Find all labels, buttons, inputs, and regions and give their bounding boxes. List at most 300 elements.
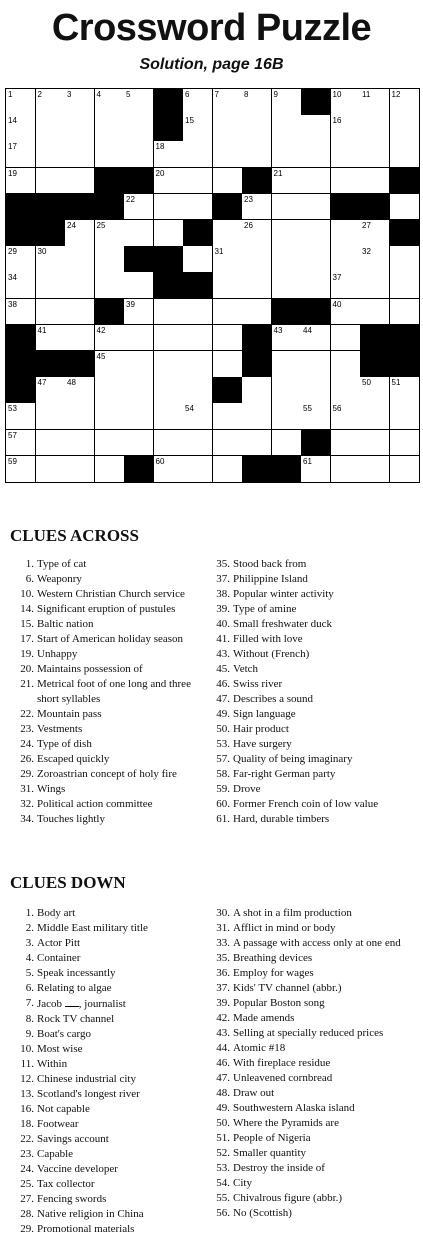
grid-cell[interactable] bbox=[390, 299, 420, 326]
cell-number: 8 bbox=[244, 90, 249, 99]
clue-text: Wings bbox=[37, 783, 66, 795]
grid-cell[interactable] bbox=[65, 403, 95, 430]
grid-cell[interactable] bbox=[360, 89, 390, 116]
grid-cell[interactable] bbox=[331, 246, 361, 273]
grid-cell[interactable] bbox=[213, 141, 243, 168]
grid-block bbox=[242, 351, 272, 378]
grid-cell[interactable] bbox=[183, 430, 213, 457]
clue-text-start: Jacob bbox=[37, 998, 65, 1010]
clue-item bbox=[10, 921, 148, 936]
grid-cell[interactable] bbox=[301, 220, 331, 247]
grid-cell[interactable] bbox=[331, 220, 361, 247]
grid-cell[interactable] bbox=[390, 115, 420, 142]
clue-item bbox=[10, 1132, 148, 1147]
clue-item bbox=[206, 1041, 401, 1056]
grid-cell[interactable] bbox=[331, 299, 361, 326]
grid-cell[interactable] bbox=[390, 272, 420, 299]
grid-cell[interactable] bbox=[390, 456, 420, 482]
grid-cell[interactable] bbox=[65, 299, 95, 326]
grid-cell[interactable] bbox=[390, 403, 420, 430]
grid-cell[interactable] bbox=[183, 325, 213, 352]
grid-block bbox=[272, 299, 302, 326]
grid-cell[interactable] bbox=[95, 403, 125, 430]
grid-cell[interactable] bbox=[65, 325, 95, 352]
clue-item bbox=[206, 1086, 401, 1101]
clue-item bbox=[206, 662, 378, 677]
clue-number: 24. bbox=[20, 1163, 34, 1175]
cell-number: 57 bbox=[8, 430, 17, 440]
grid-cell[interactable] bbox=[301, 456, 331, 482]
grid-cell[interactable] bbox=[36, 272, 66, 299]
grid-cell[interactable] bbox=[6, 403, 36, 430]
grid-cell[interactable] bbox=[213, 351, 243, 378]
grid-block bbox=[36, 220, 66, 247]
grid-cell[interactable] bbox=[6, 115, 36, 142]
grid-cell[interactable] bbox=[213, 430, 243, 457]
grid-cell[interactable] bbox=[301, 141, 331, 168]
grid-cell[interactable] bbox=[124, 377, 154, 404]
clue-text: Within bbox=[37, 1058, 68, 1070]
grid-cell[interactable] bbox=[36, 325, 66, 352]
clue-item bbox=[206, 617, 378, 632]
grid-cell[interactable] bbox=[154, 351, 184, 378]
grid-cell[interactable] bbox=[183, 351, 213, 378]
clue-text: Promotional materials bbox=[37, 1223, 135, 1235]
clue-number: 30. bbox=[216, 907, 230, 919]
clue-text: Boat's cargo bbox=[37, 1028, 92, 1040]
grid-cell[interactable] bbox=[331, 351, 361, 378]
grid-cell[interactable] bbox=[6, 456, 36, 482]
grid-cell[interactable] bbox=[95, 89, 125, 116]
grid-cell[interactable] bbox=[65, 246, 95, 273]
grid-cell[interactable] bbox=[242, 377, 272, 404]
grid-cell[interactable] bbox=[183, 194, 213, 221]
clue-number: 1. bbox=[25, 558, 34, 570]
grid-cell[interactable] bbox=[124, 89, 154, 116]
clue-number: 43. bbox=[216, 648, 230, 660]
grid-cell[interactable] bbox=[65, 430, 95, 457]
grid-cell[interactable] bbox=[65, 220, 95, 247]
grid-cell[interactable] bbox=[390, 194, 420, 221]
grid-cell[interactable] bbox=[183, 456, 213, 482]
grid-cell[interactable] bbox=[242, 246, 272, 273]
clue-text: Chivalrous figure (abbr.) bbox=[233, 1192, 343, 1204]
clue-number: 10. bbox=[20, 588, 34, 600]
clue-number: 19. bbox=[20, 648, 34, 660]
clue-number: 61. bbox=[216, 813, 230, 825]
clue-number: 57. bbox=[216, 753, 230, 765]
grid-block bbox=[95, 299, 125, 326]
grid-cell[interactable] bbox=[213, 246, 243, 273]
clue-text: Baltic nation bbox=[37, 618, 94, 630]
clue-number: 16. bbox=[20, 1103, 34, 1115]
clue-text: A shot in a film production bbox=[233, 907, 352, 919]
clue-text: Destroy the inside of bbox=[233, 1162, 325, 1174]
clue-number: 53. bbox=[216, 738, 230, 750]
grid-cell[interactable] bbox=[124, 194, 154, 221]
clue-text: Chinese industrial city bbox=[37, 1073, 136, 1085]
grid-cell[interactable] bbox=[272, 141, 302, 168]
grid-cell[interactable] bbox=[124, 220, 154, 247]
clue-text: No (Scottish) bbox=[233, 1207, 292, 1219]
grid-cell[interactable] bbox=[301, 115, 331, 142]
grid-cell[interactable] bbox=[154, 325, 184, 352]
grid-cell[interactable] bbox=[183, 89, 213, 116]
grid-cell[interactable] bbox=[36, 456, 66, 482]
grid-cell[interactable] bbox=[242, 141, 272, 168]
grid-cell[interactable] bbox=[331, 115, 361, 142]
grid-block bbox=[6, 220, 36, 247]
grid-cell[interactable] bbox=[6, 141, 36, 168]
grid-cell[interactable] bbox=[6, 430, 36, 457]
clue-text: City bbox=[233, 1177, 252, 1189]
cell-number: 19 bbox=[8, 168, 17, 178]
grid-cell[interactable] bbox=[124, 141, 154, 168]
grid-cell[interactable] bbox=[36, 141, 66, 168]
clue-item bbox=[10, 737, 207, 752]
grid-cell[interactable] bbox=[272, 351, 302, 378]
down-clues-right bbox=[206, 906, 401, 1221]
grid-cell[interactable] bbox=[360, 299, 390, 326]
clue-item bbox=[10, 572, 207, 587]
clue-item bbox=[10, 1057, 148, 1072]
grid-cell[interactable] bbox=[154, 456, 184, 482]
clue-item bbox=[206, 602, 378, 617]
cell-number: 60 bbox=[155, 456, 165, 466]
grid-cell[interactable] bbox=[360, 115, 390, 142]
grid-cell[interactable] bbox=[213, 456, 243, 482]
grid-cell[interactable] bbox=[272, 194, 302, 221]
grid-cell[interactable] bbox=[360, 456, 390, 482]
cell-number: 39 bbox=[126, 299, 135, 309]
grid-cell[interactable] bbox=[183, 299, 213, 326]
grid-cell[interactable] bbox=[6, 246, 36, 273]
grid-cell[interactable] bbox=[360, 220, 390, 247]
cell-number: 53 bbox=[8, 404, 17, 414]
grid-cell[interactable] bbox=[360, 141, 390, 168]
grid-cell[interactable] bbox=[36, 430, 66, 457]
grid-cell[interactable] bbox=[95, 456, 125, 482]
clue-number: 25. bbox=[20, 1178, 34, 1190]
page-subtitle: Solution, page 16B bbox=[139, 56, 284, 73]
grid-cell[interactable] bbox=[331, 430, 361, 457]
grid-cell[interactable] bbox=[124, 351, 154, 378]
grid-cell[interactable] bbox=[331, 272, 361, 299]
clue-text: Savings account bbox=[37, 1133, 109, 1145]
clue-item bbox=[206, 1026, 401, 1041]
clue-item bbox=[10, 1177, 148, 1192]
grid-cell[interactable] bbox=[242, 194, 272, 221]
grid-cell[interactable] bbox=[95, 115, 125, 142]
clue-item bbox=[206, 1146, 401, 1161]
grid-cell[interactable] bbox=[390, 430, 420, 457]
clue-text: Western Christian Church service bbox=[37, 588, 185, 600]
grid-cell[interactable] bbox=[95, 272, 125, 299]
grid-cell[interactable] bbox=[154, 377, 184, 404]
clue-item bbox=[10, 797, 207, 812]
clue-number: 21. bbox=[20, 678, 34, 690]
grid-block bbox=[65, 194, 95, 221]
grid-cell[interactable] bbox=[213, 220, 243, 247]
clue-item bbox=[10, 1012, 148, 1027]
grid-cell[interactable] bbox=[6, 89, 36, 116]
grid-cell[interactable] bbox=[390, 246, 420, 273]
grid-cell[interactable] bbox=[154, 194, 184, 221]
grid-cell[interactable] bbox=[331, 456, 361, 482]
grid-cell[interactable] bbox=[6, 272, 36, 299]
down-heading: CLUES DOWN bbox=[10, 873, 126, 892]
clue-number: 31. bbox=[216, 922, 230, 934]
grid-block bbox=[6, 351, 36, 378]
clue-item bbox=[206, 587, 378, 602]
grid-cell[interactable] bbox=[331, 89, 361, 116]
cell-number: 21 bbox=[273, 168, 283, 178]
grid-cell[interactable] bbox=[95, 220, 125, 247]
grid-cell[interactable] bbox=[65, 272, 95, 299]
cell-number: 32 bbox=[362, 247, 371, 257]
grid-block bbox=[36, 194, 66, 221]
grid-cell[interactable] bbox=[154, 430, 184, 457]
grid-cell[interactable] bbox=[331, 377, 361, 404]
clue-number: 39. bbox=[216, 603, 230, 615]
grid-cell[interactable] bbox=[272, 430, 302, 457]
cell-number: 45 bbox=[96, 352, 106, 361]
grid-cell[interactable] bbox=[331, 141, 361, 168]
clue-number: 56. bbox=[216, 1207, 230, 1219]
clue-number: 1. bbox=[25, 907, 34, 919]
clue-number: 38. bbox=[216, 588, 230, 600]
grid-cell[interactable] bbox=[213, 299, 243, 326]
grid-block bbox=[301, 430, 331, 457]
clue-number: 54. bbox=[216, 1177, 230, 1189]
grid-cell[interactable] bbox=[272, 220, 302, 247]
grid-cell[interactable] bbox=[213, 272, 243, 299]
clue-text: Start of American holiday season bbox=[37, 633, 184, 645]
grid-cell[interactable] bbox=[95, 141, 125, 168]
grid-cell[interactable] bbox=[95, 377, 125, 404]
grid-cell[interactable] bbox=[242, 220, 272, 247]
cell-number: 48 bbox=[67, 378, 76, 388]
grid-cell[interactable] bbox=[272, 89, 302, 116]
grid-cell[interactable] bbox=[360, 168, 390, 195]
clue-item bbox=[10, 617, 207, 632]
grid-cell[interactable] bbox=[36, 115, 66, 142]
clue-text: Tax collector bbox=[37, 1178, 95, 1190]
cell-number: 56 bbox=[332, 404, 342, 414]
grid-cell[interactable] bbox=[272, 272, 302, 299]
grid-block bbox=[213, 194, 243, 221]
clue-text: Kids' TV channel (abbr.) bbox=[233, 982, 342, 994]
grid-cell[interactable] bbox=[124, 299, 154, 326]
clue-text: Quality of being imaginary bbox=[233, 753, 353, 765]
clue-item bbox=[206, 1011, 401, 1026]
grid-cell[interactable] bbox=[36, 403, 66, 430]
grid-cell[interactable] bbox=[65, 141, 95, 168]
grid-cell[interactable] bbox=[65, 89, 95, 116]
grid-cell[interactable] bbox=[360, 403, 390, 430]
grid-cell[interactable] bbox=[65, 115, 95, 142]
grid-cell[interactable] bbox=[360, 272, 390, 299]
clue-item bbox=[10, 812, 207, 827]
grid-cell[interactable] bbox=[272, 168, 302, 195]
page-title: Crossword Puzzle bbox=[51, 7, 372, 49]
grid-cell[interactable] bbox=[213, 168, 243, 195]
clue-number: 45. bbox=[216, 663, 230, 675]
grid-cell[interactable] bbox=[154, 168, 184, 195]
clue-text: Draw out bbox=[233, 1087, 275, 1099]
grid-cell[interactable] bbox=[124, 272, 154, 299]
grid-block bbox=[390, 325, 420, 352]
grid-cell[interactable] bbox=[183, 115, 213, 142]
grid-cell[interactable] bbox=[301, 403, 331, 430]
grid-cell[interactable] bbox=[390, 141, 420, 168]
cell-number: 1 bbox=[8, 90, 13, 99]
clue-text: Southwestern Alaska island bbox=[233, 1102, 355, 1114]
grid-cell[interactable] bbox=[65, 168, 95, 195]
clue-number: 50. bbox=[216, 723, 230, 735]
grid-cell[interactable] bbox=[331, 403, 361, 430]
clue-text: Stood back from bbox=[233, 558, 307, 570]
clue-number: 48. bbox=[216, 1087, 230, 1099]
grid-cell[interactable] bbox=[242, 403, 272, 430]
clue-item bbox=[10, 752, 207, 767]
cell-number: 55 bbox=[303, 404, 312, 414]
grid-cell[interactable] bbox=[6, 168, 36, 195]
grid-cell[interactable] bbox=[331, 168, 361, 195]
grid-cell[interactable] bbox=[124, 403, 154, 430]
clue-item bbox=[206, 906, 401, 921]
grid-cell[interactable] bbox=[301, 246, 331, 273]
grid-cell[interactable] bbox=[390, 377, 420, 404]
clue-item bbox=[206, 1131, 401, 1146]
grid-cell[interactable] bbox=[272, 115, 302, 142]
grid-cell[interactable] bbox=[36, 168, 66, 195]
grid-cell[interactable] bbox=[390, 89, 420, 116]
cell-number: 25 bbox=[96, 221, 106, 230]
clue-item bbox=[206, 797, 378, 812]
cell-number: 16 bbox=[332, 116, 342, 126]
grid-cell[interactable] bbox=[154, 403, 184, 430]
grid-cell[interactable] bbox=[154, 141, 184, 168]
grid-cell[interactable] bbox=[213, 403, 243, 430]
cell-number: 10 bbox=[332, 90, 342, 99]
clue-text: Metrical foot of one long and three short syllables bbox=[37, 678, 191, 705]
grid-cell[interactable] bbox=[36, 246, 66, 273]
grid-cell[interactable] bbox=[272, 325, 302, 352]
clue-item bbox=[206, 996, 401, 1011]
grid-cell[interactable] bbox=[6, 299, 36, 326]
clue-item bbox=[206, 1206, 401, 1221]
grid-cell[interactable] bbox=[242, 272, 272, 299]
grid-cell[interactable] bbox=[183, 168, 213, 195]
grid-cell[interactable] bbox=[95, 430, 125, 457]
grid-cell[interactable] bbox=[36, 299, 66, 326]
clue-text: Drove bbox=[233, 783, 261, 795]
grid-cell[interactable] bbox=[331, 325, 361, 352]
grid-cell[interactable] bbox=[65, 456, 95, 482]
grid-cell[interactable] bbox=[301, 194, 331, 221]
grid-cell[interactable] bbox=[124, 430, 154, 457]
grid-cell[interactable] bbox=[301, 377, 331, 404]
grid-block bbox=[390, 168, 420, 195]
grid-cell[interactable] bbox=[124, 325, 154, 352]
grid-cell[interactable] bbox=[95, 325, 125, 352]
grid-cell[interactable] bbox=[154, 299, 184, 326]
grid-cell[interactable] bbox=[242, 430, 272, 457]
clue-text: Afflict in mind or body bbox=[233, 922, 336, 934]
grid-cell[interactable] bbox=[301, 272, 331, 299]
grid-cell[interactable] bbox=[242, 299, 272, 326]
grid-cell[interactable] bbox=[183, 246, 213, 273]
clue-text: Political action committee bbox=[37, 798, 153, 810]
grid-cell[interactable] bbox=[242, 89, 272, 116]
grid-cell[interactable] bbox=[242, 115, 272, 142]
clue-item bbox=[206, 812, 378, 827]
grid-block bbox=[301, 299, 331, 326]
grid-cell[interactable] bbox=[272, 246, 302, 273]
grid-cell[interactable] bbox=[95, 351, 125, 378]
clue-number: 59. bbox=[216, 783, 230, 795]
grid-cell[interactable] bbox=[124, 115, 154, 142]
grid-cell[interactable] bbox=[65, 377, 95, 404]
clue-text: With fireplace residue bbox=[233, 1057, 331, 1069]
grid-cell[interactable] bbox=[213, 115, 243, 142]
clue-text: Touches lightly bbox=[37, 813, 105, 825]
clue-text: Zoroastrian concept of holy fire bbox=[37, 768, 177, 780]
clue-text: Actor Pitt bbox=[37, 937, 81, 949]
grid-cell[interactable] bbox=[360, 377, 390, 404]
clue-text: Employ for wages bbox=[233, 967, 314, 979]
cell-number: 24 bbox=[67, 221, 76, 230]
clue-item bbox=[10, 1207, 148, 1222]
clue-item bbox=[10, 707, 207, 722]
clue-item bbox=[10, 767, 207, 782]
grid-cell[interactable] bbox=[301, 325, 331, 352]
grid-cell[interactable] bbox=[36, 377, 66, 404]
grid-block bbox=[95, 168, 125, 195]
grid-cell[interactable] bbox=[183, 377, 213, 404]
grid-cell[interactable] bbox=[301, 168, 331, 195]
grid-cell[interactable] bbox=[301, 351, 331, 378]
clue-text: Without (French) bbox=[233, 648, 310, 660]
clue-item bbox=[206, 1161, 401, 1176]
grid-cell[interactable] bbox=[183, 403, 213, 430]
clue-item bbox=[206, 1176, 401, 1191]
grid-block bbox=[242, 456, 272, 482]
cell-number: 61 bbox=[303, 456, 312, 466]
clue-text: Rock TV channel bbox=[37, 1013, 115, 1025]
grid-cell[interactable] bbox=[360, 430, 390, 457]
clue-number: 23. bbox=[20, 1148, 34, 1160]
grid-cell[interactable] bbox=[213, 89, 243, 116]
grid-cell[interactable] bbox=[272, 377, 302, 404]
clue-number: 17. bbox=[20, 633, 34, 645]
cell-number: 5 bbox=[126, 90, 131, 99]
grid-cell[interactable] bbox=[213, 325, 243, 352]
grid-cell[interactable] bbox=[36, 89, 66, 116]
grid-cell[interactable] bbox=[183, 141, 213, 168]
clue-number: 39. bbox=[216, 997, 230, 1009]
cell-number: 6 bbox=[185, 90, 190, 99]
clue-number: 42. bbox=[216, 1012, 230, 1024]
clue-number: 11. bbox=[20, 1058, 34, 1070]
grid-cell[interactable] bbox=[272, 403, 302, 430]
grid-cell[interactable] bbox=[95, 246, 125, 273]
grid-cell[interactable] bbox=[360, 246, 390, 273]
grid-cell[interactable] bbox=[154, 220, 184, 247]
clue-text: Philippine Island bbox=[233, 573, 308, 585]
clue-number: 28. bbox=[20, 1208, 34, 1220]
